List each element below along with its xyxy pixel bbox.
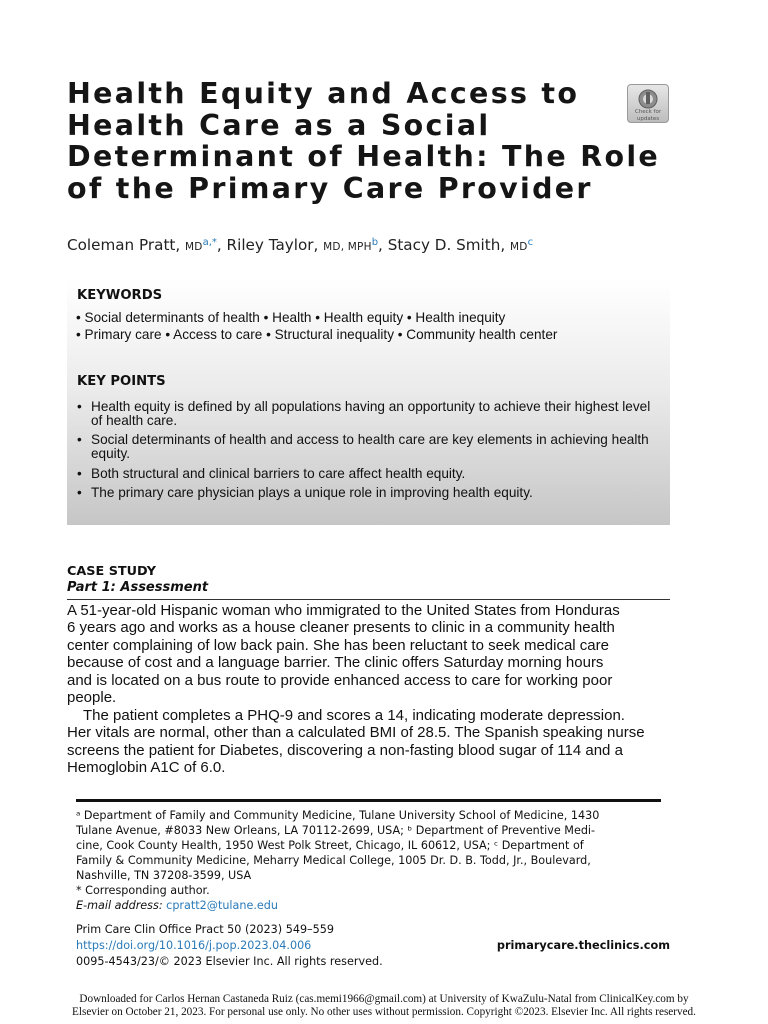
text-line: 6 years ago and works as a house cleaner presents to clinic in a community health xyxy=(67,619,615,637)
case-paragraph-1 xyxy=(67,602,670,706)
key-point-item xyxy=(75,467,659,481)
crossmark-label-line2: updates xyxy=(636,115,660,122)
journal-info xyxy=(76,922,383,970)
bullet: • xyxy=(77,399,82,414)
author-affiliation-marker[interactable]: a,* xyxy=(202,237,217,248)
footnote-line: Family & Community Medicine, Meharry Medical College, 1005 Dr. D. B. Todd, Jr., Boulevard, xyxy=(76,854,591,867)
key-point-text: Both structural and clinical barriers to care affect health equity. xyxy=(91,466,466,481)
author-degree: MD, MPH xyxy=(323,241,372,253)
keywords-heading: KEYWORDS xyxy=(77,288,163,303)
text-line: people. xyxy=(67,689,117,707)
key-point-item xyxy=(75,486,659,500)
text-line: A 51-year-old Hispanic woman who immigrated to the United States from Honduras xyxy=(67,602,620,619)
footnote-line: ᵃ Department of Family and Community Medicine, Tulane University School of Medicine, 1430 xyxy=(76,809,600,822)
case-study-subheading: Part 1: Assessment xyxy=(67,580,209,595)
key-point-text: Health equity is defined by all populations having an opportunity to achieve their highest level of health care. xyxy=(91,399,651,428)
author-affiliation-marker[interactable]: c xyxy=(527,237,534,248)
author-degree: MD xyxy=(185,241,203,253)
email-line xyxy=(76,898,661,913)
footnote-line: * Corresponding author. xyxy=(76,884,210,897)
author-list xyxy=(67,236,533,254)
text-line: Her vitals are normal, other than a calculated BMI of 28.5. The Spanish speaking nurse xyxy=(67,724,645,742)
check-for-updates-button[interactable] xyxy=(627,84,669,123)
author-name: Stacy D. Smith, xyxy=(387,236,506,254)
footnote-divider xyxy=(76,799,661,802)
footnote-line: cine, Cook County Health, 1950 West Polk Street, Chicago, IL 60612, USA; ᶜ Department of xyxy=(76,839,584,852)
case-study-heading: CASE STUDY xyxy=(67,564,157,579)
footnote-line: Nashville, TN 37208-3599, USA xyxy=(76,869,252,882)
footnote-line: Tulane Avenue, #8033 New Orleans, LA 70112-2699, USA; ᵇ Department of Preventive Medi- xyxy=(76,824,596,837)
title-line: of the Primary Care Provider xyxy=(67,171,593,205)
doi-link[interactable]: https://doi.org/10.1016/j.pop.2023.04.006 xyxy=(76,939,312,952)
section-divider xyxy=(67,599,670,600)
text-line: screens the patient for Diabetes, discovering a non-fasting blood sugar of 114 and a xyxy=(67,741,623,759)
keywords-line: • Primary care • Access to care • Structural inequality • Community health center xyxy=(76,327,558,342)
download-notice-line: Elsevier on October 21, 2023. For personal use only. No other uses without permission. Copyright ©2023. Elsevier Inc. All rights reserved. xyxy=(72,1005,696,1018)
keywords-line: • Social determinants of health • Health • Health equity • Health inequity xyxy=(76,310,506,325)
author-separator: , xyxy=(378,236,388,254)
key-points-heading: KEY POINTS xyxy=(77,374,166,389)
bullet: • xyxy=(77,466,82,481)
author-degree: MD xyxy=(510,241,528,253)
crossmark-label-line1: Check for xyxy=(634,109,662,115)
author-affiliation-marker[interactable]: b xyxy=(371,237,379,248)
title-line: Determinant of Health: The Role xyxy=(67,140,661,173)
download-notice xyxy=(0,993,768,1018)
affiliations-footnote xyxy=(76,808,661,913)
journal-site-link[interactable]: primarycare.theclinics.com xyxy=(496,939,670,952)
crossmark-icon xyxy=(637,89,659,109)
text-line: center complaining of low back pain. She has been reluctant to seek medical care xyxy=(67,636,609,654)
key-point-text: The primary care physician plays a unique role in improving health equity. xyxy=(91,485,533,500)
bullet: • xyxy=(77,485,82,500)
key-point-item xyxy=(75,400,659,428)
email-label: E-mail address: xyxy=(76,899,163,912)
key-point-item xyxy=(75,433,659,461)
text-line: The patient completes a PHQ-9 and scores a 14, indicating moderate depression. xyxy=(83,707,625,724)
key-point-text: Social determinants of health and access to health care are key elements in achieving health equity. xyxy=(91,432,649,461)
author-name: Coleman Pratt, xyxy=(67,236,181,254)
keywords-keypoints-box xyxy=(67,279,670,525)
download-notice-line: Downloaded for Carlos Hernan Castaneda Ruiz (cas.memi1966@gmail.com) at University of KwaZulu-Natal from ClinicalKey.com by xyxy=(79,993,689,1005)
text-line: and is located on a bus route to provide enhanced access to care for working poor xyxy=(67,671,613,689)
text-line: Hemoglobin A1C of 6.0. xyxy=(67,759,226,777)
author-separator: , xyxy=(216,236,227,254)
title-line: Health Equity and Access to xyxy=(67,77,580,110)
email-link[interactable]: cpratt2@tulane.edu xyxy=(166,899,279,912)
case-paragraph-2 xyxy=(67,707,670,777)
journal-citation: Prim Care Clin Office Pract 50 (2023) 549–559 xyxy=(76,923,335,936)
bullet: • xyxy=(77,432,82,447)
author-name: Riley Taylor, xyxy=(226,236,319,254)
title-line: Health Care as a Social xyxy=(67,108,491,142)
copyright-line: 0095-4543/23/© 2023 Elsevier Inc. All rights reserved. xyxy=(76,955,383,968)
text-line: because of cost and a language barrier. The clinic offers Saturday morning hours xyxy=(67,654,604,672)
